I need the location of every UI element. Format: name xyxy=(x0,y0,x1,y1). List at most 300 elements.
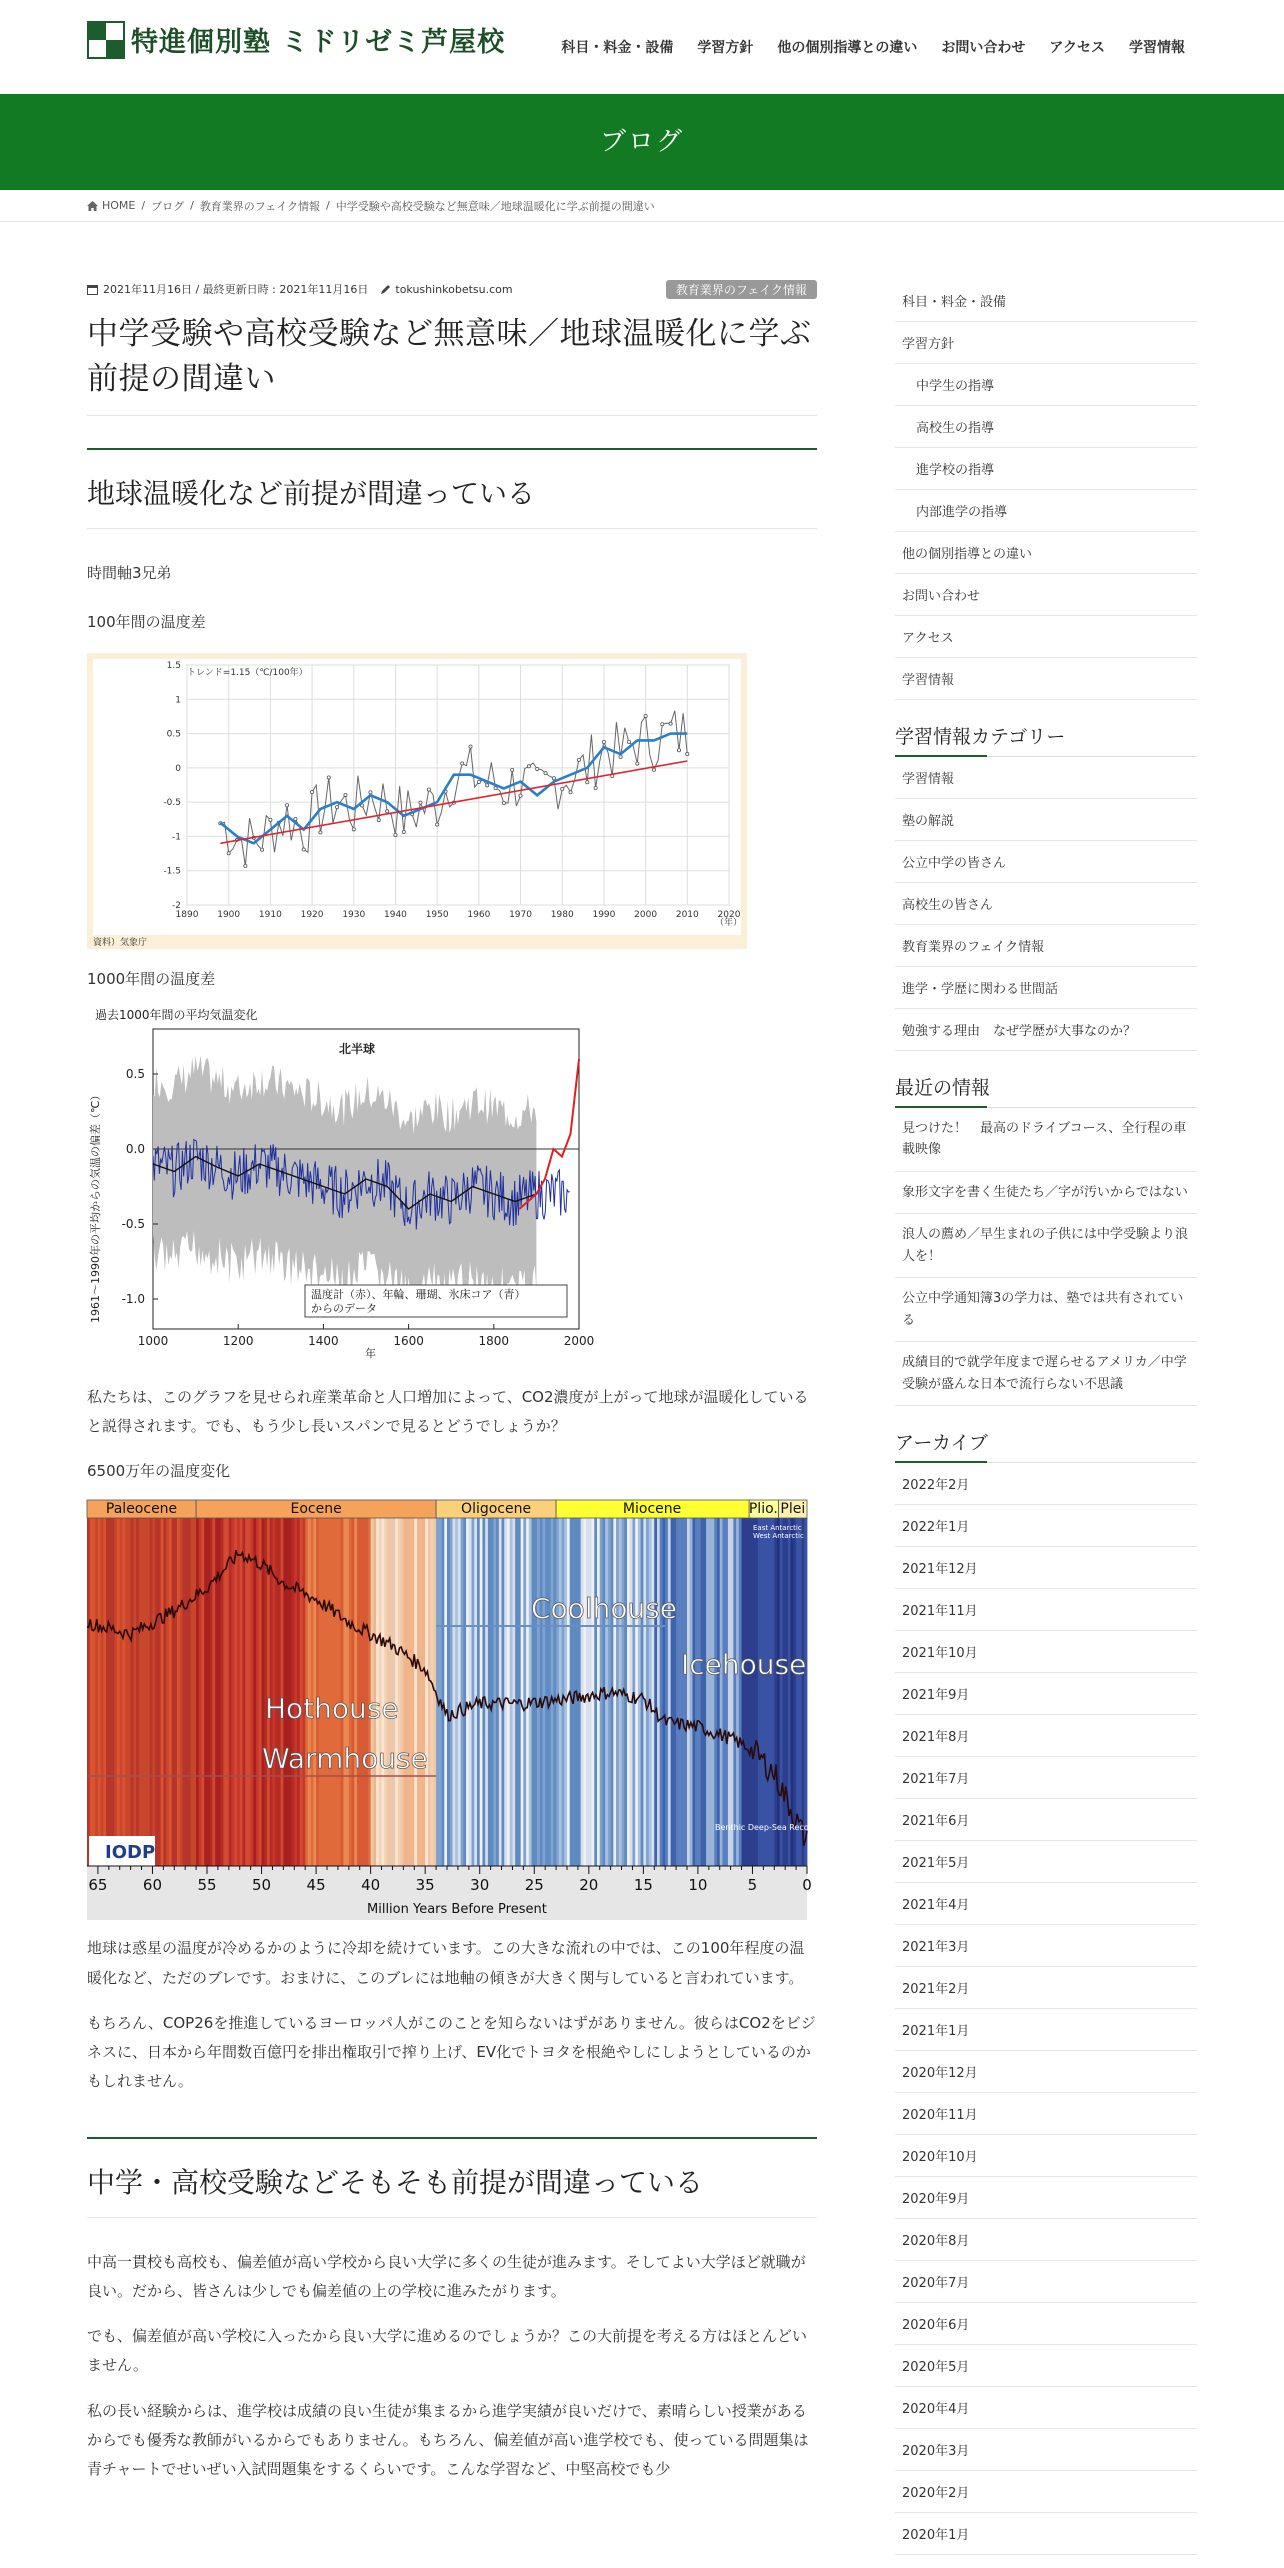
category-item[interactable]: 教育業界のフェイク情報 xyxy=(895,925,1197,967)
archive-item[interactable]: 2022年1月 xyxy=(895,1505,1197,1547)
nav-item-policy[interactable]: 学習方針 xyxy=(697,40,754,56)
chart-100-years-point xyxy=(544,772,547,775)
chart-65m-years-stripe xyxy=(161,1518,164,1866)
chart-100-years-x-tick: 1920 xyxy=(300,910,324,921)
chart-65m-years-stripe xyxy=(594,1518,597,1866)
nav-item-contact[interactable]: お問い合わせ xyxy=(941,40,1026,56)
chart-1000-years-legend-2: からのデータ xyxy=(311,1301,377,1315)
chart-100-years-point xyxy=(302,848,305,851)
chart-65m-years-stripe xyxy=(172,1518,175,1866)
chart-65m-years-stripe xyxy=(401,1518,404,1866)
chart-100-years-point xyxy=(652,769,655,772)
chart-1000-years-ylabel: 1961～1990年の平均からの気温の偏差（℃） xyxy=(89,1089,102,1323)
archive-item[interactable]: 2020年9月 xyxy=(895,2177,1197,2219)
recent-post-item[interactable]: 見つけた！ 最高のドライブコース、全行程の車載映像 xyxy=(895,1108,1197,1172)
chart-65m-years-stripe xyxy=(155,1518,158,1866)
category-item[interactable]: 塾の解説 xyxy=(895,799,1197,841)
recent-post-item[interactable]: 成績目的で就学年度まで遅らせるアメリカ／中学受験が盛んな日本で流行らない不思議 xyxy=(895,1342,1197,1406)
chart-65m-years-stripe xyxy=(529,1518,532,1866)
archive-item[interactable]: 2021年4月 xyxy=(895,1883,1197,1925)
chart-65m-years-stripe xyxy=(109,1518,112,1866)
chart-65m-years-stripe xyxy=(638,1518,641,1866)
paragraph-co2: 私たちは、このグラフを見せられ産業革命と人口増加によって、CO2濃度が上がって地球が温暖化していると説得されます。でも、もう少し長いスパンで見るとどうでしょうか？ xyxy=(87,1387,809,1435)
archive-item[interactable]: 2021年12月 xyxy=(895,1547,1197,1589)
chart-1000-years-y-tick: -0.5 xyxy=(121,1216,145,1231)
chart-65m-years-stripe xyxy=(553,1518,556,1866)
category-item[interactable]: 進学・学歴に関わる世間話 xyxy=(895,967,1197,1009)
page-banner xyxy=(0,94,1284,190)
chart-65m-years-stripe xyxy=(542,1518,545,1866)
chart-1000-years-x-tick: 1800 xyxy=(478,1333,510,1348)
paragraph-jikan: 時間軸3兄弟 xyxy=(87,563,172,582)
chart-100-years-point xyxy=(586,781,589,784)
archive-item[interactable]: 2021年10月 xyxy=(895,1631,1197,1673)
chart-65m-years-stripe xyxy=(101,1518,104,1866)
chart-65m-years-stripe xyxy=(728,1518,731,1866)
chart-65m-years-stripe xyxy=(147,1518,150,1866)
chart-65m-years-stripe xyxy=(180,1518,183,1866)
chart-65m-years-stripe xyxy=(122,1518,125,1866)
archive-item[interactable]: 2020年6月 xyxy=(895,2303,1197,2345)
chart-65m-years-stripe xyxy=(234,1518,237,1866)
chart-100-years-source: 資料）気象庁 xyxy=(93,938,148,949)
chart-65m-years-stripe xyxy=(799,1518,802,1866)
sidebar-item-difference[interactable]: 他の個別指導との違い xyxy=(895,532,1197,574)
nav-item-courses[interactable]: 科目・料金・設備 xyxy=(561,40,674,56)
epoch-label-miocene: Miocene xyxy=(622,1501,682,1518)
chart-65m-years-stripe xyxy=(717,1518,720,1866)
chart-100-years-point xyxy=(310,791,313,794)
chart-65m-years-stripe xyxy=(725,1518,728,1866)
chart-65m-years-stripe xyxy=(763,1518,766,1866)
chart-100-years-point xyxy=(494,787,497,790)
chart-100-years-point xyxy=(344,794,347,797)
label-east-antarctic: East Antarctic xyxy=(753,1524,802,1533)
archive-item[interactable]: 2020年5月 xyxy=(895,2345,1197,2387)
chart-65m-years-stripe xyxy=(758,1518,761,1866)
chart-65m-years-stripe xyxy=(578,1518,581,1866)
chart-65m-years-stripe xyxy=(87,1518,90,1866)
chart-100-years-point xyxy=(269,819,272,822)
category-item[interactable]: 公立中学の皆さん xyxy=(895,841,1197,883)
chart-65m-years-stripe xyxy=(474,1518,477,1866)
chart-65m-years-x-tick: 20 xyxy=(579,1876,599,1895)
recent-list xyxy=(895,1108,1197,1406)
chart-65m-years-stripe xyxy=(736,1518,739,1866)
chart-100-years-point xyxy=(427,788,430,791)
chart-65m-years-stripe xyxy=(785,1518,788,1866)
chart-65m-years-stripe xyxy=(537,1518,540,1866)
chart-100-years-point xyxy=(577,759,580,762)
chart-100-years-point xyxy=(477,781,480,784)
regime-label-warmhouse: Warmhouse xyxy=(262,1742,428,1776)
chart-65m-years-stripe xyxy=(103,1518,106,1866)
chart-65m-years-stripe xyxy=(409,1518,412,1866)
category-item[interactable]: 学習情報 xyxy=(895,757,1197,799)
chart-65m-years-stripe xyxy=(226,1518,229,1866)
chart-65m-years-stripe xyxy=(559,1518,562,1866)
breadcrumb-home[interactable]: HOME xyxy=(102,199,136,212)
archive-item[interactable]: 2020年2月 xyxy=(895,2471,1197,2513)
chart-65m-years-stripe xyxy=(692,1518,695,1866)
chart-65m-years-stripe xyxy=(95,1518,98,1866)
chart-100-years-point xyxy=(294,818,297,821)
archive-item[interactable]: 2021年9月 xyxy=(895,1673,1197,1715)
chart-65m-years-xlabel: Million Years Before Present xyxy=(367,1902,547,1918)
chart-65m-years-stripe xyxy=(248,1518,251,1866)
chart-65m-years-stripe xyxy=(766,1518,769,1866)
nav-item-difference[interactable]: 他の個別指導との違い xyxy=(777,40,918,56)
chart-65m-years-stripe xyxy=(742,1518,745,1866)
chart-65m-years-stripe xyxy=(731,1518,734,1866)
chart-65m-years-stripe xyxy=(755,1518,758,1866)
chart-100-years-x-tick: 1950 xyxy=(425,910,449,921)
chart-65m-years-stripe xyxy=(131,1518,134,1866)
sidebar-item-contact[interactable]: お問い合わせ xyxy=(895,574,1197,616)
chart-100-years-y-tick: 0.5 xyxy=(166,729,181,740)
paragraph-100-years: 100年間の温度差 xyxy=(87,613,206,632)
article xyxy=(87,280,817,2484)
chart-100-years-point xyxy=(519,795,522,798)
sidebar-item-internal[interactable]: 内部進学の指導 xyxy=(895,490,1197,532)
chart-65m-years-stripe xyxy=(251,1518,254,1866)
chart-65m-years-stripe xyxy=(199,1518,202,1866)
chart-65m-years-stripe xyxy=(218,1518,221,1866)
archive-item[interactable]: 2020年11月 xyxy=(895,2093,1197,2135)
archive-item[interactable]: 2021年7月 xyxy=(895,1757,1197,1799)
chart-1000-years-svg xyxy=(87,1005,607,1365)
chart-100-years-point xyxy=(661,723,664,726)
chart-65m-years-stripe xyxy=(493,1518,496,1866)
chart-65m-years-stripe xyxy=(802,1518,805,1866)
chart-65m-years-stripe xyxy=(414,1518,417,1866)
chart-100-years-point xyxy=(377,819,380,822)
chart-65m-years-stripe xyxy=(662,1518,665,1866)
chart-65m-years-stripe xyxy=(668,1518,671,1866)
paragraph-demo: でも、偏差値が高い学校に入ったから良い大学に進めるのでしょうか？この大前提を考える方はほとんどいません。 xyxy=(87,2327,808,2375)
breadcrumb-blog[interactable]: ブログ xyxy=(151,199,185,213)
chart-100-years-point xyxy=(619,756,622,759)
pencil-icon xyxy=(380,284,391,295)
chart-1000-years-x-tick: 2000 xyxy=(563,1333,595,1348)
chart-65m-years-stripe xyxy=(207,1518,210,1866)
category-heading: 学習情報カテゴリー xyxy=(895,722,1197,757)
chart-65m-years-stripe xyxy=(646,1518,649,1866)
chart-65m-years-stripe xyxy=(654,1518,657,1866)
chart-100-years-x-tick: 1960 xyxy=(467,910,491,921)
chart-100-years-y-tick: -2 xyxy=(172,901,181,912)
chart-65m-years-x-tick: 65 xyxy=(88,1876,108,1895)
chart-65m-years-stripe xyxy=(502,1518,505,1866)
sidebar-item-courses[interactable]: 科目・料金・設備 xyxy=(895,280,1197,322)
chart-100-years-x-tick: 2020 xyxy=(717,910,741,921)
logo-mark-icon xyxy=(87,21,125,59)
nav-item-access[interactable]: アクセス xyxy=(1049,40,1105,56)
epoch-label-paleocene: Paleocene xyxy=(105,1501,178,1518)
global-nav xyxy=(537,37,1185,57)
chart-65m-years-stripe xyxy=(152,1518,155,1866)
chart-65m-years-stripe xyxy=(406,1518,409,1866)
archive-item[interactable]: 2022年2月 xyxy=(895,1463,1197,1505)
archive-heading: アーカイブ xyxy=(895,1428,1197,1463)
breadcrumb-current: 中学受験や高校受験など無意味／地球温暖化に学ぶ前提の間違い xyxy=(335,199,655,213)
chart-65m-years-stripe xyxy=(259,1518,262,1866)
paragraph-keiken: 私の長い経験からは、進学校は成績の良い生徒が集まるから進学実績が良いだけで、素晴らしい授業があるからでも優秀な教師がいるからでもありません。もちろん、偏差値が高い進学校でも、使っている問題集は青チャートでせいぜい入試問題集をするくらいです。こんな学習など、中堅高校でも少 xyxy=(87,2401,809,2479)
archive-item[interactable]: 2020年3月 xyxy=(895,2429,1197,2471)
sidebar-item-junior-high[interactable]: 中学生の指導 xyxy=(895,364,1197,406)
sidebar-item-info[interactable]: 学習情報 xyxy=(895,658,1197,700)
chart-65m-years-stripe xyxy=(125,1518,128,1866)
archive-item[interactable]: 2020年10月 xyxy=(895,2135,1197,2177)
post-author[interactable]: tokushinkobetsu.com xyxy=(395,282,513,296)
chart-65m-years-stripe xyxy=(804,1518,807,1866)
chart-65m-years-stripe xyxy=(635,1518,638,1866)
chart-100-years-x-tick: 1970 xyxy=(509,910,532,921)
chart-65m-years-stripe xyxy=(431,1518,434,1866)
archive-item[interactable]: 2020年7月 xyxy=(895,2261,1197,2303)
chart-100-years xyxy=(87,653,747,949)
chart-65m-years-stripe xyxy=(98,1518,101,1866)
chart-100-years-point xyxy=(552,777,555,780)
breadcrumb xyxy=(0,190,1284,222)
chart-65m-years-stripe xyxy=(504,1518,507,1866)
chart-65m-years-stripe xyxy=(665,1518,668,1866)
chart-65m-years-stripe xyxy=(641,1518,644,1866)
chart-65m-years-x-tick: 10 xyxy=(688,1876,708,1895)
chart-65m-years-stripe xyxy=(169,1518,172,1866)
chart-65m-years-stripe xyxy=(177,1518,180,1866)
chart-100-years-title: トレンド=1.15（℃/100年） xyxy=(187,668,308,679)
regime-label-icehouse: Icehouse xyxy=(681,1648,807,1682)
chart-65m-years-stripe xyxy=(469,1518,472,1866)
chart-100-years-point xyxy=(319,831,322,834)
chart-65m-years-stripe xyxy=(739,1518,742,1866)
chart-65m-years-stripe xyxy=(581,1518,584,1866)
chart-100-years-point xyxy=(260,849,263,852)
category-item[interactable]: 高校生の皆さん xyxy=(895,883,1197,925)
paragraph-cooling: 地球は惑星の温度が冷めるかのように冷却を続けています。この大きな流れの中では、この100年程度の温暖化など、ただのブレです。おまけに、このブレには地軸の傾きが大きく関与していると言われています。 xyxy=(87,1939,805,1987)
chart-100-years-point xyxy=(285,804,288,807)
chart-65m-years-stripe xyxy=(117,1518,120,1866)
chart-100-years-x-tick: 1910 xyxy=(258,910,282,921)
chart-65m-years-stripe xyxy=(507,1518,510,1866)
archive-item[interactable]: 2020年4月 xyxy=(895,2387,1197,2429)
sidebar-item-access[interactable]: アクセス xyxy=(895,616,1197,658)
chart-65m-years-stripe xyxy=(632,1518,635,1866)
chart-65m-years-stripe xyxy=(551,1518,554,1866)
chart-100-years-point xyxy=(686,753,689,756)
archive-item[interactable]: 2020年8月 xyxy=(895,2219,1197,2261)
chart-65m-years-stripe xyxy=(720,1518,723,1866)
section-heading-1: 地球温暖化など前提が間違っている xyxy=(87,448,817,529)
breadcrumb-separator: / xyxy=(190,199,194,212)
chart-100-years-point xyxy=(369,791,372,794)
nav-item-info[interactable]: 学習情報 xyxy=(1129,40,1185,56)
chart-65m-years-x-tick: 30 xyxy=(470,1876,490,1895)
chart-100-years-point xyxy=(419,801,422,804)
chart-65m-years-stripe xyxy=(556,1518,559,1866)
chart-65m-years-stripe xyxy=(750,1518,753,1866)
archive-item[interactable]: 2020年12月 xyxy=(895,2051,1197,2093)
chart-65m-years-stripe xyxy=(256,1518,259,1866)
chart-100-years-x-tick: 1930 xyxy=(342,910,366,921)
chart-100-years-point xyxy=(602,741,605,744)
chart-65m-years-stripe xyxy=(166,1518,169,1866)
chart-65m-years-stripe xyxy=(562,1518,565,1866)
chart-65m-years-stripe xyxy=(682,1518,685,1866)
sidebar-pages xyxy=(895,280,1197,700)
chart-65m-years-stripe xyxy=(643,1518,646,1866)
archive-item[interactable]: 2021年11月 xyxy=(895,1589,1197,1631)
sidebar-item-policy[interactable]: 学習方針 xyxy=(895,322,1197,364)
chart-1000-years-y-tick: -1.0 xyxy=(121,1291,145,1306)
chart-65m-years-x-tick: 5 xyxy=(747,1876,758,1895)
chart-100-years-point xyxy=(227,852,230,855)
chart-100-years-point xyxy=(561,788,564,791)
breadcrumb-separator: / xyxy=(141,199,146,212)
chart-100-years-x-tick: 1890 xyxy=(175,910,199,921)
calendar-icon xyxy=(87,284,98,295)
chart-65m-years-x-tick: 45 xyxy=(306,1876,326,1895)
archive-item[interactable]: 2020年1月 xyxy=(895,2513,1197,2555)
chart-65m-years-stripe xyxy=(139,1518,142,1866)
section-heading-2: 中学・高校受験などそもそも前提が間違っている xyxy=(87,2137,817,2218)
regime-label-coolhouse: Coolhouse xyxy=(531,1592,678,1626)
chart-65m-years-stripe xyxy=(182,1518,185,1866)
home-icon xyxy=(87,201,98,211)
chart-65m-years-stripe xyxy=(534,1518,537,1866)
paragraph-ikkan: 中高一貫校も高校も、偏差値が高い学校から良い大学に多くの生徒が進みます。そしてよい大学ほど就職が良い。だから、皆さんは少しでも偏差値の上の学校に進みたがります。 xyxy=(87,2252,806,2300)
chart-100-years-x-tick: 1990 xyxy=(592,910,616,921)
recent-post-item[interactable]: 象形文字を書く生徒たち／字が汚いからではない xyxy=(895,1172,1197,1214)
chart-65m-years-stripe xyxy=(237,1518,240,1866)
chart-65m-years-stripe xyxy=(499,1518,502,1866)
category-badge[interactable]: 教育業界のフェイク情報 xyxy=(666,280,817,299)
breadcrumb-category[interactable]: 教育業界のフェイク情報 xyxy=(199,199,321,213)
chart-65m-years-stripe xyxy=(120,1518,123,1866)
chart-65m-years-stripe xyxy=(671,1518,674,1866)
chart-65m-years-stripe xyxy=(793,1518,796,1866)
paragraph-65m-years: 6500万年の温度変化 xyxy=(87,1462,231,1481)
chart-65m-years-x-tick: 60 xyxy=(142,1876,163,1895)
chart-65m-years-stripe xyxy=(687,1518,690,1866)
epoch-label-plio: Plio. xyxy=(748,1501,778,1518)
chart-100-years-x-unit: （年） xyxy=(715,918,743,929)
archive-item[interactable]: 2021年2月 xyxy=(895,1967,1197,2009)
chart-100-years-point xyxy=(511,769,514,772)
chart-65m-years-stripe xyxy=(564,1518,567,1866)
chart-65m-years-stripe xyxy=(521,1518,524,1866)
chart-65m-years-stripe xyxy=(191,1518,194,1866)
chart-65m-years-x-tick: 55 xyxy=(197,1876,217,1895)
title-divider xyxy=(87,402,817,416)
chart-65m-years-stripe xyxy=(515,1518,518,1866)
epoch-label-oligocene: Oligocene xyxy=(461,1501,532,1518)
recent-post-item[interactable]: 公立中学通知簿3の学力は、塾では共有されている xyxy=(895,1278,1197,1342)
chart-65m-years-stripe xyxy=(142,1518,145,1866)
chart-100-years-x-tick: 1900 xyxy=(217,910,241,921)
archive-item[interactable]: 2021年3月 xyxy=(895,1925,1197,1967)
chart-100-years-point xyxy=(644,715,647,718)
chart-65m-years-stripe xyxy=(769,1518,772,1866)
chart-65m-years-stripe xyxy=(185,1518,188,1866)
chart-1000-years-x-tick: 1400 xyxy=(308,1333,339,1348)
chart-100-years-point xyxy=(335,806,338,809)
chart-65m-years-stripe xyxy=(496,1518,499,1866)
chart-100-years-point xyxy=(352,828,355,831)
chart-65m-years-stripe xyxy=(583,1518,586,1866)
post-dates: 2021年11月16日 / 最終更新日時 : 2021年11月16日 xyxy=(103,283,369,296)
chart-100-years-point xyxy=(677,749,680,752)
chart-65m-years-stripe xyxy=(540,1518,543,1866)
recent-post-item[interactable]: 浪人の薦め／早生まれの子供には中学受験より浪人を！ xyxy=(895,1214,1197,1278)
chart-1000-years-legend-1: 温度計（赤）、年輪、珊瑚、氷床コア（青） xyxy=(311,1287,526,1301)
chart-65m-years-stripe xyxy=(417,1518,420,1866)
chart-100-years-point xyxy=(594,787,597,790)
site-logo[interactable] xyxy=(87,20,505,59)
chart-65m-years-stripe xyxy=(605,1518,608,1866)
category-item[interactable]: 勉強する理由 なぜ学歴が大事なのか？ xyxy=(895,1009,1197,1051)
chart-65m-years-x-tick: 40 xyxy=(361,1876,381,1895)
chart-100-years-svg xyxy=(87,653,747,949)
chart-65m-years-stripe xyxy=(163,1518,166,1866)
chart-65m-years-stripe xyxy=(463,1518,466,1866)
chart-1000-years xyxy=(87,1005,607,1365)
chart-65m-years-stripe xyxy=(673,1518,676,1866)
chart-65m-years-stripe xyxy=(174,1518,177,1866)
sidebar-item-prep-school[interactable]: 進学校の指導 xyxy=(895,448,1197,490)
sidebar-item-high-school[interactable]: 高校生の指導 xyxy=(895,406,1197,448)
chart-65m-years-stripe xyxy=(676,1518,679,1866)
chart-65m-years-stripe xyxy=(204,1518,207,1866)
regime-label-hothouse: Hothouse xyxy=(265,1692,399,1726)
chart-65m-years-x-tick: 15 xyxy=(633,1876,653,1895)
chart-65m-years-stripe xyxy=(428,1518,431,1866)
chart-100-years-point xyxy=(469,745,472,748)
chart-65m-years-stripe xyxy=(512,1518,515,1866)
chart-65m-years-stripe xyxy=(439,1518,442,1866)
chart-65m-years-stripe xyxy=(114,1518,117,1866)
chart-65m-years-stripe xyxy=(447,1518,450,1866)
archive-item[interactable]: 2021年8月 xyxy=(895,1715,1197,1757)
chart-65m-years-stripe xyxy=(733,1518,736,1866)
paragraph-1000-years: 1000年間の温度差 xyxy=(87,970,216,989)
archive-item[interactable]: 2021年5月 xyxy=(895,1841,1197,1883)
chart-65m-years-stripe xyxy=(458,1518,461,1866)
chart-65m-years-stripe xyxy=(777,1518,780,1866)
chart-65m-years-stripe xyxy=(133,1518,136,1866)
sidebar xyxy=(895,280,1197,2555)
chart-65m-years-x-tick: 50 xyxy=(251,1876,272,1895)
chart-65m-years-stripe xyxy=(703,1518,706,1866)
chart-65m-years-stripe xyxy=(253,1518,256,1866)
chart-1000-years-y-tick: 0.5 xyxy=(125,1066,145,1081)
chart-65m-years-stripe xyxy=(420,1518,423,1866)
chart-65m-years-stripe xyxy=(245,1518,248,1866)
archive-item[interactable]: 2021年6月 xyxy=(895,1799,1197,1841)
archive-item[interactable]: 2021年1月 xyxy=(895,2009,1197,2051)
chart-65m-years-stripe xyxy=(425,1518,428,1866)
label-benthic-record: Benthic Deep-Sea Record xyxy=(715,1823,817,1833)
chart-65m-years-stripe xyxy=(714,1518,717,1866)
chart-65m-years-x-tick: 35 xyxy=(415,1876,435,1895)
chart-100-years-point xyxy=(436,823,439,826)
post-meta-row xyxy=(87,280,817,298)
paragraph-cop26: もちろん、COP26を推進しているヨーロッパ人がこのことを知らないはずがありません。彼らはCO2をビジネスに、日本から年間数百億円を排出権取引で搾り上げ、EV化でトヨタを根絶やしにしようとしているのかもしれません。 xyxy=(87,2013,816,2091)
chart-65m-years-stripe xyxy=(545,1518,548,1866)
chart-65m-years-stripe xyxy=(722,1518,725,1866)
chart-65m-years-stripe xyxy=(523,1518,526,1866)
